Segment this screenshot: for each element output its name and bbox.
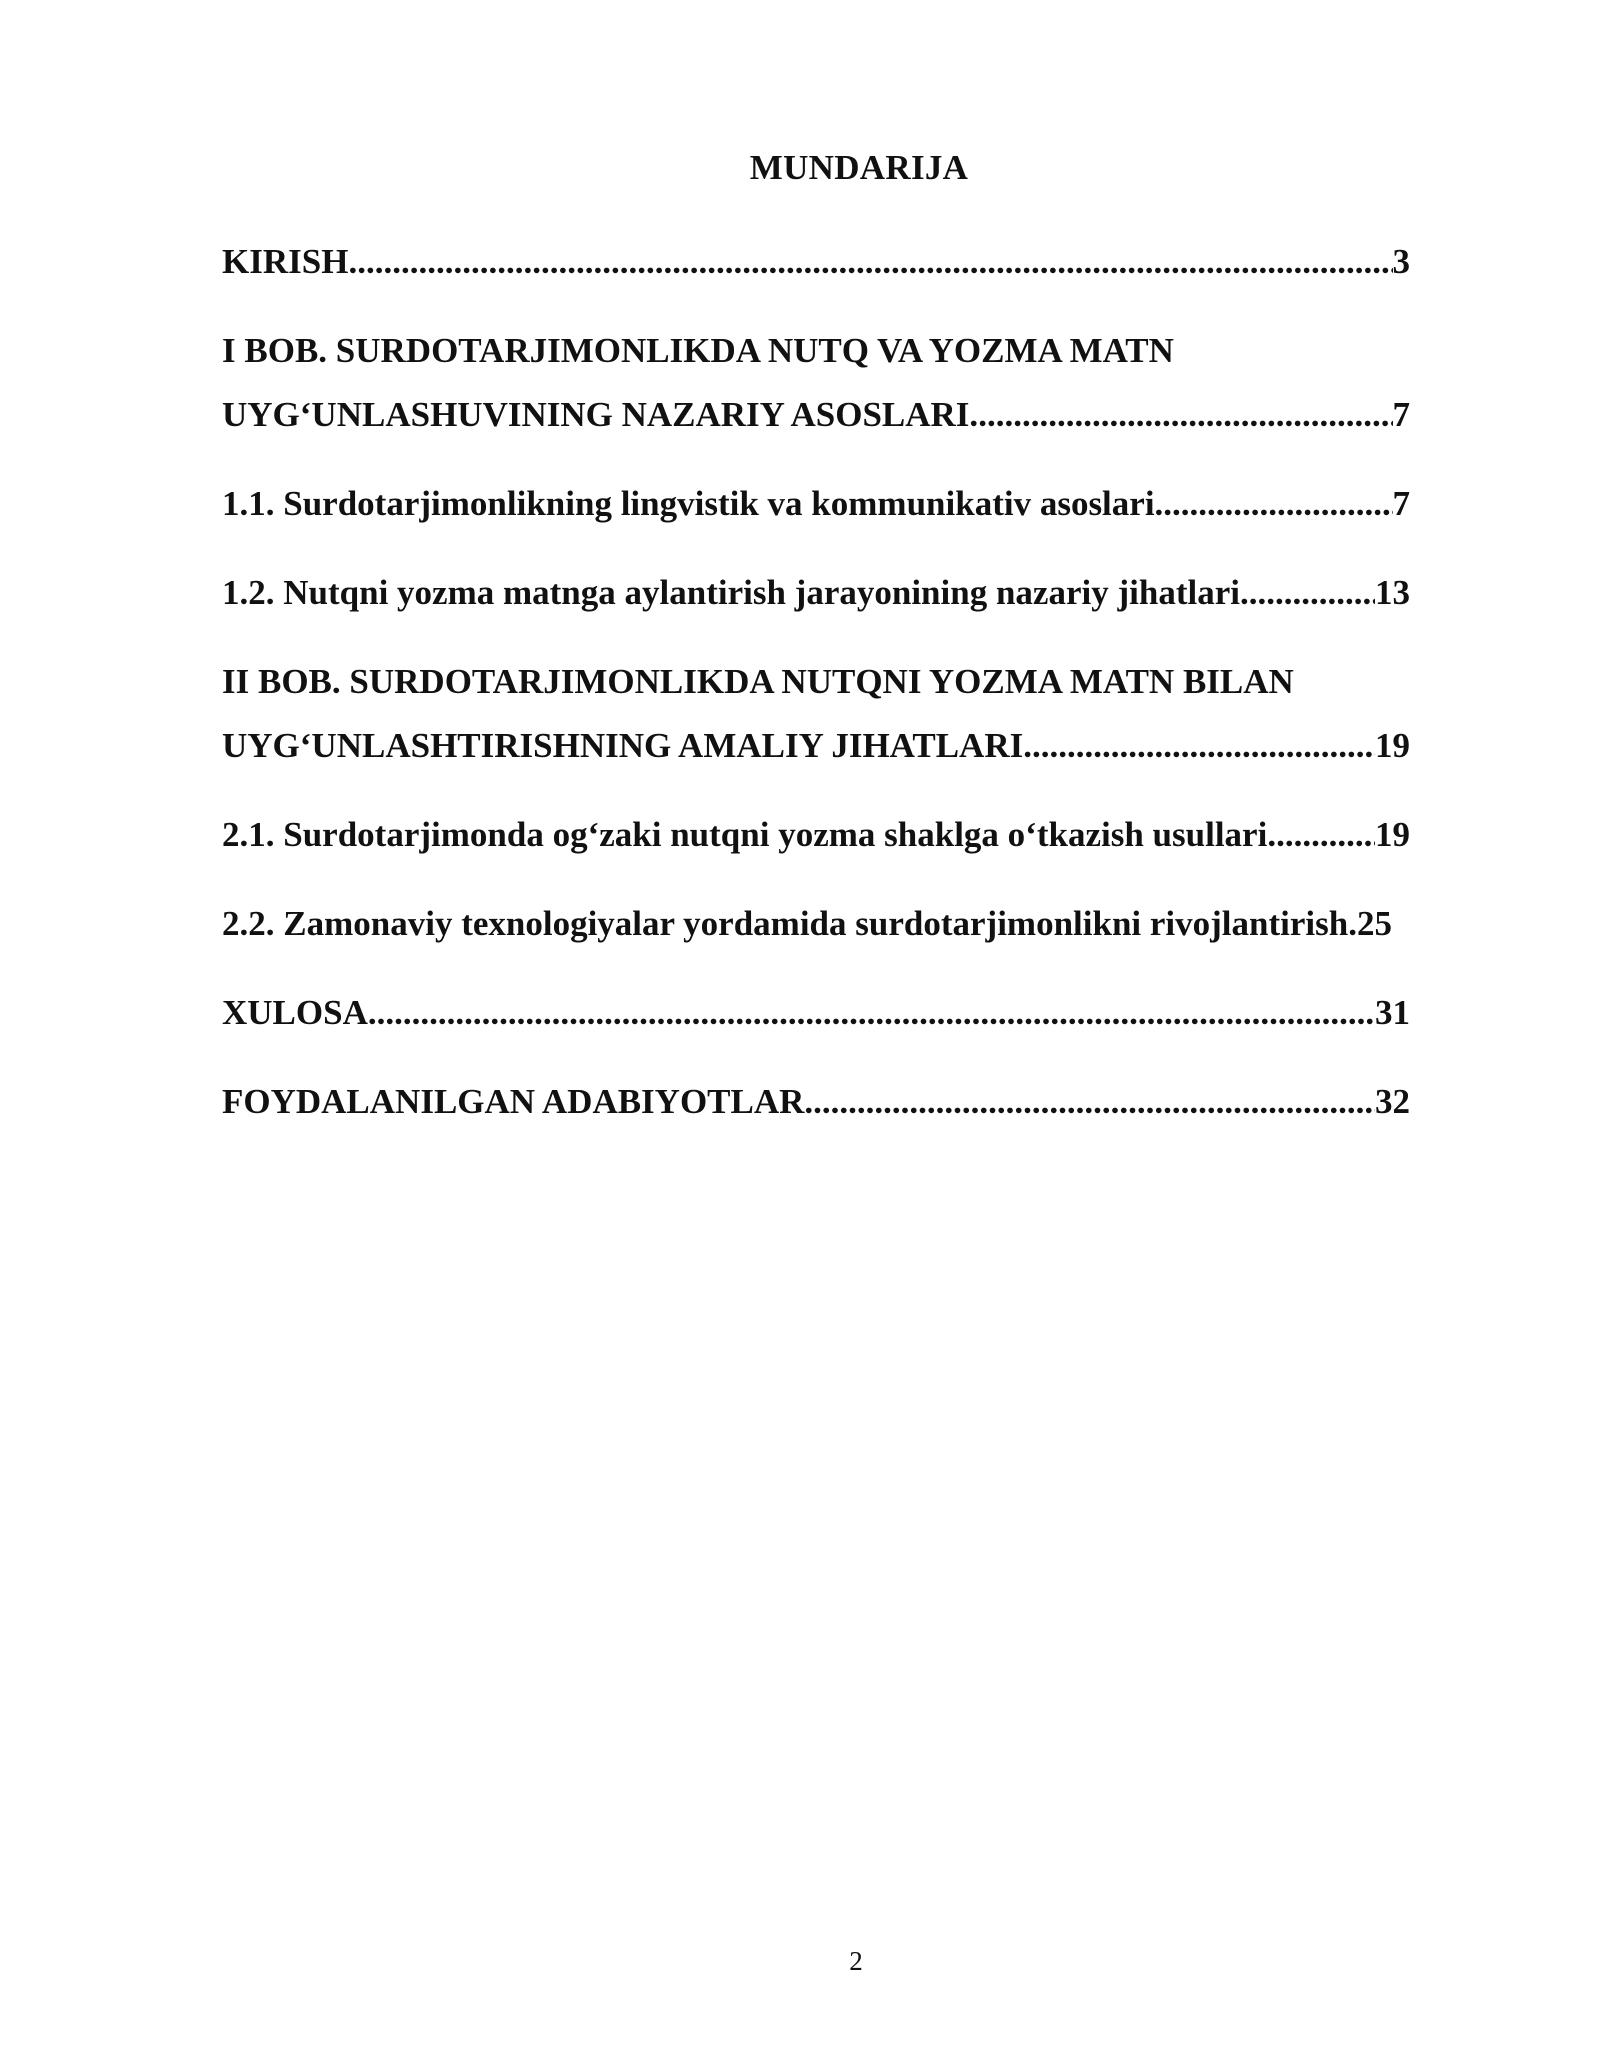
toc-line: [222, 383, 1410, 447]
toc-page-number: 13: [1375, 573, 1410, 612]
toc-page-number: 32: [1375, 1082, 1410, 1121]
toc-entry-text: FOYDALANILGAN ADABIYOTLAR: [222, 1082, 805, 1121]
toc-dot-leader: [804, 1070, 1375, 1134]
toc-line: [222, 803, 1410, 867]
toc-page-number: 3: [1392, 242, 1410, 281]
toc-line: [222, 319, 1410, 383]
toc-entry-text: II BOB. SURDOTARJIMONLIKDA NUTQNI YOZMA MATN BILAN: [222, 662, 1294, 701]
page-title: MUNDARIJA: [749, 148, 969, 187]
toc-page-number: 7: [1392, 395, 1410, 434]
toc-line: [222, 650, 1410, 714]
toc-dot-leader: [368, 981, 1375, 1045]
toc-entry-text: 1.2. Nutqni yozma matnga aylantirish jarayonining nazariy jihatlari: [222, 573, 1240, 612]
toc-entry-text: 2.1. Surdotarjimonda og‘zaki nutqni yozma shaklga o‘tkazish usullari: [222, 815, 1268, 854]
toc-entry[interactable]: [222, 1070, 1410, 1134]
toc-page-number: 19: [1375, 815, 1410, 854]
page-number-wrapper: [0, 1946, 1600, 1977]
toc-dot-leader: [1240, 561, 1375, 625]
toc-entry[interactable]: [222, 892, 1410, 956]
toc-dot-leader: [1023, 714, 1375, 778]
page-number: 2: [849, 1946, 863, 1976]
toc-entry-text: 1.1. Surdotarjimonlikning lingvistik va kommunikativ asoslari: [222, 484, 1155, 523]
toc-entry-text: UYG‘UNLASHTIRISHNING AMALIY JIHATLARI: [222, 726, 1024, 765]
toc-entry[interactable]: [222, 650, 1410, 778]
toc-page-number: 7: [1392, 484, 1410, 523]
toc-entry-text: KIRISH: [222, 242, 349, 281]
toc-heading-wrapper: [0, 148, 1600, 188]
toc-line: [222, 472, 1410, 536]
toc-entry-text: XULOSA: [222, 993, 368, 1032]
toc-entry-text: UYG‘UNLASHUVINING NAZARIY ASOSLARI.: [222, 395, 979, 434]
toc-page-number: 25: [1356, 904, 1392, 943]
toc-line: [222, 1070, 1410, 1134]
toc-page-number: 31: [1375, 993, 1410, 1032]
toc-line: [222, 561, 1410, 625]
toc-dot-leader: [1267, 803, 1375, 867]
toc-dot-leader: [1155, 472, 1393, 536]
toc-entry-text: I BOB. SURDOTARJIMONLIKDA NUTQ VA YOZMA MATN: [222, 331, 1174, 370]
toc-entry[interactable]: [222, 981, 1410, 1045]
toc-line: [222, 892, 1410, 956]
toc-entry[interactable]: [222, 230, 1410, 294]
toc-entry[interactable]: [222, 561, 1410, 625]
toc-line: [222, 714, 1410, 778]
table-of-contents: [222, 230, 1410, 1159]
toc-dot-leader: [978, 383, 1392, 447]
toc-entry[interactable]: [222, 472, 1410, 536]
toc-line: [222, 981, 1410, 1045]
toc-entry-text: 2.2. Zamonaviy texnologiyalar yordamida surdotarjimonlikni rivojlantirish.: [222, 904, 1357, 943]
toc-entry[interactable]: [222, 803, 1410, 867]
toc-dot-leader: [348, 230, 1392, 294]
toc-entry[interactable]: [222, 319, 1410, 447]
toc-page-number: 19: [1375, 726, 1410, 765]
toc-line: [222, 230, 1410, 294]
